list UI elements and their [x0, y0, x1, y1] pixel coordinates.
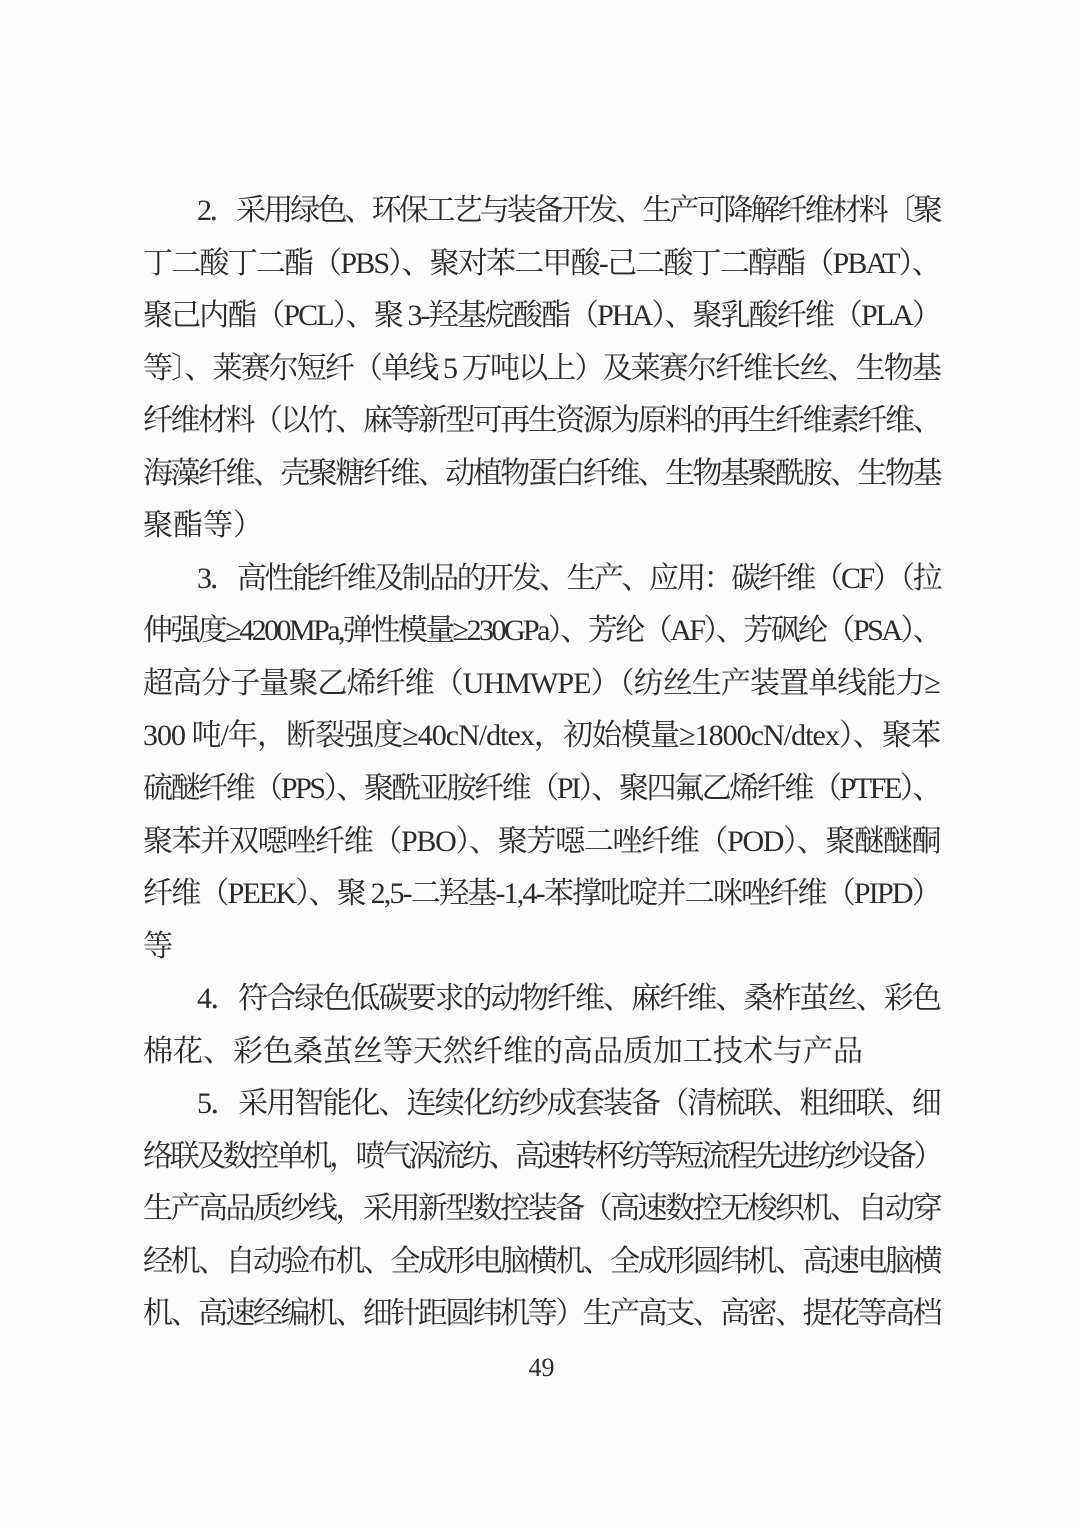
text-line: 海藻纤维、壳聚糖纤维、动植物蛋白纤维、生物基聚酰胺、生物基	[143, 456, 940, 490]
text-line: 超高分子量聚乙烯纤维（UHMWPE）（纺丝生产装置单线能力≥	[143, 666, 940, 700]
body-text	[143, 185, 940, 1341]
text-line: 棉花、彩色桑茧丝等天然纤维的高品质加工技术与产品	[143, 1034, 863, 1068]
paragraph	[143, 553, 940, 973]
text-line: 等	[143, 929, 173, 963]
paragraph	[143, 185, 940, 553]
paragraph	[143, 973, 940, 1078]
text-line: 生产高品质纱线，采用新型数控装备（高速数控无梭织机、自动穿	[143, 1192, 940, 1226]
text-line: 硫醚纤维（PPS）、聚酰亚胺纤维（PI）、聚四氟乙烯纤维（PTFE）、	[143, 772, 941, 806]
text-line: 伸强度≥4200MPa,弹性模量≥230GPa）、芳纶（AF）、芳砜纶（PSA）、	[143, 614, 941, 648]
text-line: 聚苯并双噁唑纤维（PBO）、聚芳噁二唑纤维（POD）、聚醚醚酮	[143, 824, 941, 858]
text-line: 聚己内酯（PCL）、聚 3-羟基烷酸酯（PHA）、聚乳酸纤维（PLA）	[143, 299, 940, 333]
paragraph	[143, 1078, 940, 1341]
text-line: 络联及数控单机，喷气涡流纺、高速转杯纺等短流程先进纺纱设备）	[143, 1139, 941, 1173]
text-line: 丁二酸丁二酯（PBS）、聚对苯二甲酸-己二酸丁二醇酯（PBAT）、	[143, 246, 940, 280]
text-line: 纤维（PEEK）、聚 2,5-二羟基-1,4-苯撑吡啶并二咪唑纤维（PIPD）	[143, 877, 940, 911]
text-line: 5．采用智能化、连续化纺纱成套装备（清梳联、粗细联、细	[197, 1087, 940, 1121]
text-line: 3．高性能纤维及制品的开发、生产、应用：碳纤维（CF）（拉	[197, 561, 941, 595]
text-line: 300 吨/年，断裂强度≥40cN/dtex，初始模量≥1800cN/dtex）、聚苯	[143, 719, 940, 753]
text-line: 2．采用绿色、环保工艺与装备开发、生产可降解纤维材料〔聚	[197, 194, 940, 227]
text-line: 纤维材料（以竹、麻等新型可再生资源为原料的再生纤维素纤维、	[143, 404, 940, 438]
text-line: 机、高速经编机、细针距圆纬机等）生产高支、高密、提花等高档	[143, 1297, 940, 1331]
text-line: 聚酯等）	[143, 509, 263, 543]
text-line: 经机、自动验布机、全成形电脑横机、全成形圆纬机、高速电脑横	[143, 1244, 940, 1278]
page-number: 49	[528, 1353, 555, 1382]
text-line: 4．符合绿色低碳要求的动物纤维、麻纤维、桑柞茧丝、彩色	[197, 982, 940, 1016]
text-line: 等〕、莱赛尔短纤（单线 5 万吨以上）及莱赛尔纤维长丝、生物基	[143, 351, 941, 385]
